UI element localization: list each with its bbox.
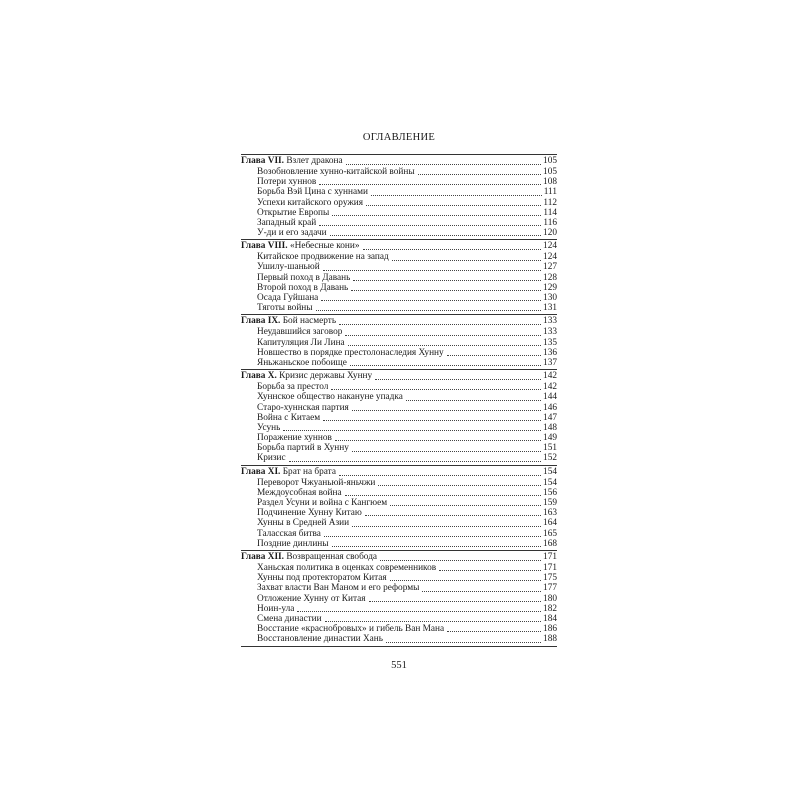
- dot-leader: [353, 279, 541, 281]
- chapter-title: [241, 316, 336, 327]
- toc-entry[interactable]: [241, 167, 557, 177]
- chapter-page: 142: [543, 371, 557, 382]
- chapter-page: 133: [543, 316, 557, 327]
- entry-page: 165: [543, 528, 557, 539]
- toc-entry[interactable]: [241, 273, 557, 283]
- toc-chapter: [241, 240, 557, 315]
- entry-title: Западный край: [257, 217, 317, 228]
- entry-title: Успехи китайского оружия: [257, 197, 364, 208]
- dot-leader: [321, 299, 541, 301]
- toc-entry[interactable]: [241, 529, 557, 539]
- toc-entry[interactable]: [241, 488, 557, 498]
- toc-entry[interactable]: [241, 478, 557, 488]
- toc-chapter-heading[interactable]: [241, 241, 557, 252]
- toc-entry[interactable]: [241, 303, 557, 313]
- chapter-label: Глава IX.: [241, 316, 281, 327]
- entry-title: Борьба партий в Хунну: [257, 443, 349, 454]
- chapter-title: [241, 241, 360, 252]
- dot-leader: [325, 620, 541, 622]
- entry-title: Осада Гуйшана: [257, 293, 319, 304]
- entry-page: 128: [543, 272, 557, 283]
- chapter-name: Брат на брата: [282, 466, 336, 477]
- entry-title: Переворот Чжуаньюй-яньчжи: [257, 477, 376, 488]
- entry-title: Отложение Хунну от Китая: [257, 593, 366, 604]
- entry-title: Старо-хуннская партия: [257, 402, 349, 413]
- dot-leader: [319, 224, 541, 226]
- toc-entry[interactable]: [241, 392, 557, 402]
- dot-leader: [366, 204, 541, 206]
- dot-leader: [390, 504, 541, 506]
- dot-leader: [332, 214, 541, 216]
- chapter-name: Взлет дракона: [286, 156, 343, 166]
- entry-page: 135: [543, 337, 557, 348]
- dot-leader: [365, 514, 541, 516]
- entry-title: Восстановление династии Хань: [257, 634, 384, 645]
- entry-page: 144: [543, 392, 557, 403]
- dot-leader: [371, 194, 542, 196]
- entry-title: Кризис: [257, 453, 286, 464]
- entry-page: 111: [543, 187, 557, 198]
- toc-entry[interactable]: [241, 454, 557, 464]
- entry-title: Хунны в Средней Азии: [257, 518, 350, 529]
- entry-title: Междоусобная война: [257, 487, 342, 498]
- toc-chapter: [241, 155, 557, 240]
- entry-title: Китайское продвижение на запад: [257, 252, 389, 263]
- entry-page: 188: [543, 634, 557, 645]
- entry-page: 159: [543, 498, 557, 509]
- chapter-label: Глава VII.: [241, 156, 284, 166]
- toc-entry[interactable]: [241, 252, 557, 262]
- toc-entry[interactable]: [241, 443, 557, 453]
- toc-entry[interactable]: [241, 518, 557, 528]
- page-number: 551: [391, 660, 407, 671]
- dot-leader: [418, 173, 541, 175]
- entry-title: Новшество в порядке престолонаследия Хунну: [257, 347, 444, 358]
- dot-leader: [392, 259, 541, 261]
- toc-entry[interactable]: [241, 187, 557, 197]
- entry-title: Смена династии: [257, 613, 322, 624]
- chapter-label: Глава XII.: [241, 552, 284, 562]
- entry-title: Хуннское общество накануне упадка: [257, 392, 403, 403]
- entry-title: У-ди и его задачи: [257, 228, 327, 239]
- dot-leader: [380, 559, 541, 561]
- entry-page: 116: [543, 217, 557, 228]
- toc-entry[interactable]: [241, 563, 557, 573]
- entry-title: Захват власти Ван Маном и его реформы: [257, 583, 420, 594]
- entry-page: 175: [543, 573, 557, 584]
- dot-leader: [352, 450, 541, 452]
- entry-title: Потери хуннов: [257, 177, 317, 188]
- dot-leader: [352, 409, 541, 411]
- entry-title: Поздние динлины: [257, 538, 329, 549]
- toc-entry[interactable]: [241, 338, 557, 348]
- entry-page: 156: [543, 487, 557, 498]
- toc-entry[interactable]: [241, 218, 557, 228]
- entry-title: Поражение хуннов: [257, 433, 332, 444]
- dot-leader: [323, 419, 541, 421]
- dot-leader: [345, 494, 541, 496]
- entry-page: 182: [543, 603, 557, 614]
- entry-title: Второй поход в Давань: [257, 282, 349, 293]
- entry-page: 184: [543, 613, 557, 624]
- entry-page: 120: [543, 228, 557, 239]
- chapter-label: Глава VIII.: [241, 241, 288, 252]
- entry-title: Усунь: [257, 422, 281, 433]
- toc-list: [241, 154, 557, 647]
- chapter-page: 171: [543, 552, 557, 562]
- entry-title: Возобновление хунно-китайской войны: [257, 166, 415, 177]
- dot-leader: [350, 364, 541, 366]
- chapter-name: Возвращенная свобода: [286, 552, 378, 562]
- toc-entry[interactable]: [241, 433, 557, 443]
- dot-leader: [422, 590, 541, 592]
- dot-leader: [406, 399, 541, 401]
- toc-entry[interactable]: [241, 498, 557, 508]
- entry-title: Раздел Усуни и война с Кангюем: [257, 498, 388, 509]
- toc-entry[interactable]: [241, 327, 557, 337]
- entry-page: 180: [543, 593, 557, 604]
- entry-title: Неудавшийся заговор: [257, 327, 343, 338]
- dot-leader: [439, 569, 541, 571]
- entry-page: 164: [543, 518, 557, 529]
- dot-leader: [348, 344, 541, 346]
- toc-chapter: [241, 551, 557, 647]
- entry-title: Тяготы войны: [257, 303, 313, 314]
- dot-leader: [447, 630, 541, 632]
- toc-entry[interactable]: [241, 293, 557, 303]
- dot-leader: [352, 525, 541, 527]
- dot-leader: [351, 289, 541, 291]
- dot-leader: [319, 183, 541, 185]
- toc-entry[interactable]: [241, 539, 557, 549]
- toc-entry[interactable]: [241, 604, 557, 614]
- toc-entry[interactable]: [241, 614, 557, 624]
- dot-leader: [332, 545, 542, 547]
- dot-leader: [283, 429, 541, 431]
- dot-leader: [316, 309, 542, 311]
- dot-leader: [345, 334, 541, 336]
- dot-leader: [331, 388, 541, 390]
- chapter-title: [241, 467, 336, 478]
- chapter-name: «Небесные кони»: [289, 241, 360, 252]
- entry-page: 108: [543, 177, 557, 188]
- entry-page: 131: [543, 303, 557, 314]
- chapter-page: 154: [543, 466, 557, 477]
- entry-page: 147: [543, 412, 557, 423]
- dot-leader: [346, 163, 541, 165]
- entry-title: Ушилу-шаньюй: [257, 262, 320, 273]
- entry-page: 151: [543, 443, 557, 454]
- entry-title: Война с Китаем: [257, 412, 321, 423]
- toc-entry[interactable]: [241, 358, 557, 368]
- entry-page: 127: [543, 262, 557, 273]
- toc-entry[interactable]: [241, 177, 557, 187]
- dot-leader: [330, 234, 541, 236]
- entry-page: 129: [543, 282, 557, 293]
- entry-page: 112: [543, 197, 557, 208]
- table-of-contents-page: [241, 132, 557, 647]
- entry-page: 130: [543, 293, 557, 304]
- entry-title: Открытие Европы: [257, 207, 330, 218]
- toc-chapter-heading[interactable]: [241, 467, 557, 478]
- entry-title: Таласская битва: [257, 528, 321, 539]
- toc-entry[interactable]: [241, 283, 557, 293]
- chapter-title: [241, 371, 372, 382]
- entry-title: Борьба за престол: [257, 382, 329, 393]
- entry-page: 177: [543, 583, 557, 594]
- entry-page: 142: [543, 382, 557, 393]
- dot-leader: [375, 378, 541, 380]
- toc-entry[interactable]: [241, 634, 557, 644]
- dot-leader: [297, 610, 541, 612]
- chapter-name: Бой насмерть: [282, 316, 337, 327]
- dot-leader: [378, 484, 541, 486]
- entry-page: 136: [543, 347, 557, 358]
- entry-page: 114: [543, 207, 557, 218]
- dot-leader: [369, 600, 541, 602]
- page-title: ОГЛАВЛЕНИЕ: [362, 132, 436, 143]
- entry-page: 124: [543, 252, 557, 263]
- toc-entry[interactable]: [241, 348, 557, 358]
- dot-leader: [363, 248, 542, 250]
- toc-entry[interactable]: [241, 228, 557, 238]
- entry-title: Первый поход в Давань: [257, 272, 351, 283]
- dot-leader: [324, 535, 541, 537]
- dot-leader: [447, 354, 541, 356]
- toc-chapter-heading[interactable]: [241, 316, 557, 327]
- chapter-name: Кризис державы Хунну: [279, 371, 373, 382]
- entry-page: 148: [543, 422, 557, 433]
- entry-page: 133: [543, 327, 557, 338]
- entry-page: 146: [543, 402, 557, 413]
- entry-page: 171: [543, 562, 557, 573]
- dot-leader: [289, 460, 541, 462]
- entry-page: 168: [543, 538, 557, 549]
- toc-chapter-heading[interactable]: [241, 156, 557, 167]
- toc-entry[interactable]: [241, 403, 557, 413]
- entry-page: 137: [543, 357, 557, 368]
- dot-leader: [323, 269, 541, 271]
- toc-entry[interactable]: [241, 208, 557, 218]
- chapter-title: [241, 552, 377, 563]
- toc-entry[interactable]: [241, 583, 557, 593]
- dot-leader: [386, 641, 541, 643]
- chapter-page: 105: [543, 156, 557, 166]
- entry-title: Восстание «краснобровых» и гибель Ван Мана: [257, 624, 445, 635]
- toc-chapter-heading[interactable]: [241, 552, 557, 563]
- toc-chapter: [241, 315, 557, 370]
- toc-entry[interactable]: [241, 624, 557, 634]
- toc-entry[interactable]: [241, 382, 557, 392]
- entry-page: 186: [543, 624, 557, 635]
- toc-entry[interactable]: [241, 594, 557, 604]
- toc-chapter: [241, 466, 557, 551]
- toc-entry[interactable]: [241, 198, 557, 208]
- dot-leader: [339, 474, 541, 476]
- chapter-label: Глава XI.: [241, 466, 281, 477]
- dot-leader: [335, 439, 541, 441]
- entry-title: Подчинение Хунну Китаю: [257, 508, 362, 519]
- toc-chapter: [241, 370, 557, 466]
- toc-entry[interactable]: [241, 508, 557, 518]
- chapter-page: 124: [543, 241, 557, 252]
- dot-leader: [339, 323, 541, 325]
- entry-title: Борьба Вэй Цина с хуннами: [257, 187, 368, 198]
- toc-entry[interactable]: [241, 413, 557, 423]
- entry-title: Капитуляция Ли Лина: [257, 337, 345, 348]
- dot-leader: [390, 579, 541, 581]
- chapter-label: Глава X.: [241, 371, 277, 382]
- toc-chapter-heading[interactable]: [241, 371, 557, 382]
- entry-page: 152: [543, 453, 557, 464]
- entry-title: Ноин-ула: [257, 603, 295, 614]
- entry-page: 105: [543, 166, 557, 177]
- chapter-title: [241, 156, 343, 167]
- entry-page: 154: [543, 477, 557, 488]
- toc-entry[interactable]: [241, 263, 557, 273]
- toc-entry[interactable]: [241, 423, 557, 433]
- entry-page: 163: [543, 508, 557, 519]
- entry-page: 149: [543, 433, 557, 444]
- entry-title: Яньжаньское побоище: [257, 357, 347, 368]
- entry-title: Хунны под протекторатом Китая: [257, 573, 387, 584]
- entry-title: Ханьская политика в оценках современников: [257, 562, 437, 573]
- toc-entry[interactable]: [241, 573, 557, 583]
